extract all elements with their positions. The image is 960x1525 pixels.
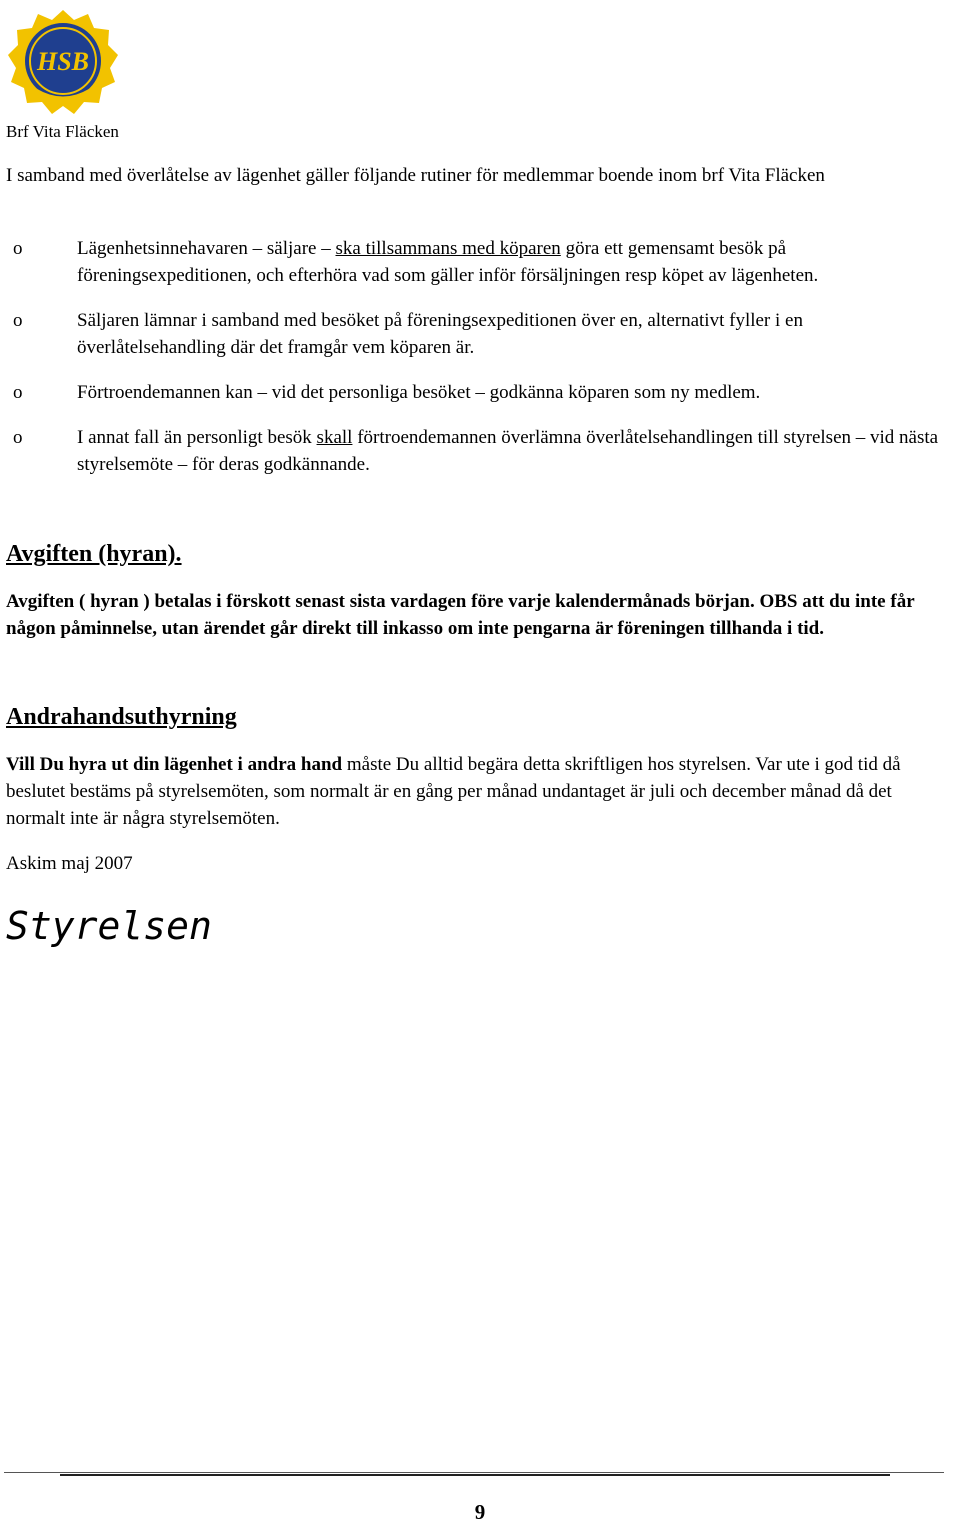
footer-divider: [60, 1474, 890, 1476]
logo-text: HSB: [36, 47, 90, 76]
footer-divider: [4, 1472, 944, 1473]
rules-list: [0, 235, 945, 496]
avgiften-paragraph: Avgiften ( hyran ) betalas i förskott senast sista vardagen före varje kalendermånads början. OBS att du inte får någon påminnelse, utan ärendet går direkt till inkasso om inte pengarna är föreningen tillhanda i tid.: [6, 591, 915, 639]
rule-text: Lägenhetsinnehavaren – säljare –: [77, 238, 336, 259]
page-number: 9: [474, 1500, 486, 1524]
organization-name: Brf Vita Fläcken: [6, 122, 119, 141]
bullet-marker: o: [13, 427, 23, 448]
list-item: [0, 424, 945, 478]
rule-text: förtroendemannen överlämna överlåtelsehandlingen till styrelsen – vid nästa styrelsemöte – för deras godkännande.: [77, 427, 939, 475]
rule-emphasis: skall: [316, 427, 353, 448]
section-heading-avgiften: Avgiften (hyran).: [6, 541, 182, 567]
section-heading-andrahand: Andrahandsuthyrning: [6, 704, 237, 730]
andrahand-paragraph: [6, 751, 954, 832]
list-item: [0, 235, 945, 289]
rule-emphasis: ska tillsammans med köparen: [335, 238, 561, 259]
andrahand-lead: Vill Du hyra ut din lägenhet i andra hand: [6, 754, 343, 775]
rule-text: Förtroendemannen kan – vid det personliga besöket – godkänna köparen som ny medlem.: [77, 382, 761, 403]
bullet-marker: o: [13, 310, 23, 331]
bullet-marker: o: [13, 238, 23, 259]
place-date: Askim maj 2007: [6, 853, 133, 874]
list-item: [0, 379, 945, 406]
signature: Styrelsen: [6, 904, 212, 948]
bullet-marker: o: [13, 382, 23, 403]
intro-paragraph: I samband med överlåtelse av lägenhet gäller följande rutiner för medlemmar boende inom brf Vita Fläcken: [6, 165, 825, 186]
rule-text: Säljaren lämnar i samband med besöket på föreningsexpeditionen över en, alternativt fyller i en överlåtelsehandling där det framgår vem köparen är.: [77, 310, 803, 358]
hsb-logo: [6, 6, 120, 118]
list-item: [0, 307, 945, 361]
rule-text: göra ett gemensamt besök på föreningsexpeditionen, och efterhöra vad som gäller inför försäljningen resp köpet av lägenheten.: [77, 238, 819, 286]
rule-text: I annat fall än personligt besök: [77, 427, 317, 448]
andrahand-body: måste Du alltid begära detta skriftligen hos styrelsen. Var ute i god tid då beslutet bestäms på styrelsemöten, som normalt är en gång per månad undantaget är juli och december månad då det normalt inte är några styrelsemöten.: [6, 754, 901, 829]
